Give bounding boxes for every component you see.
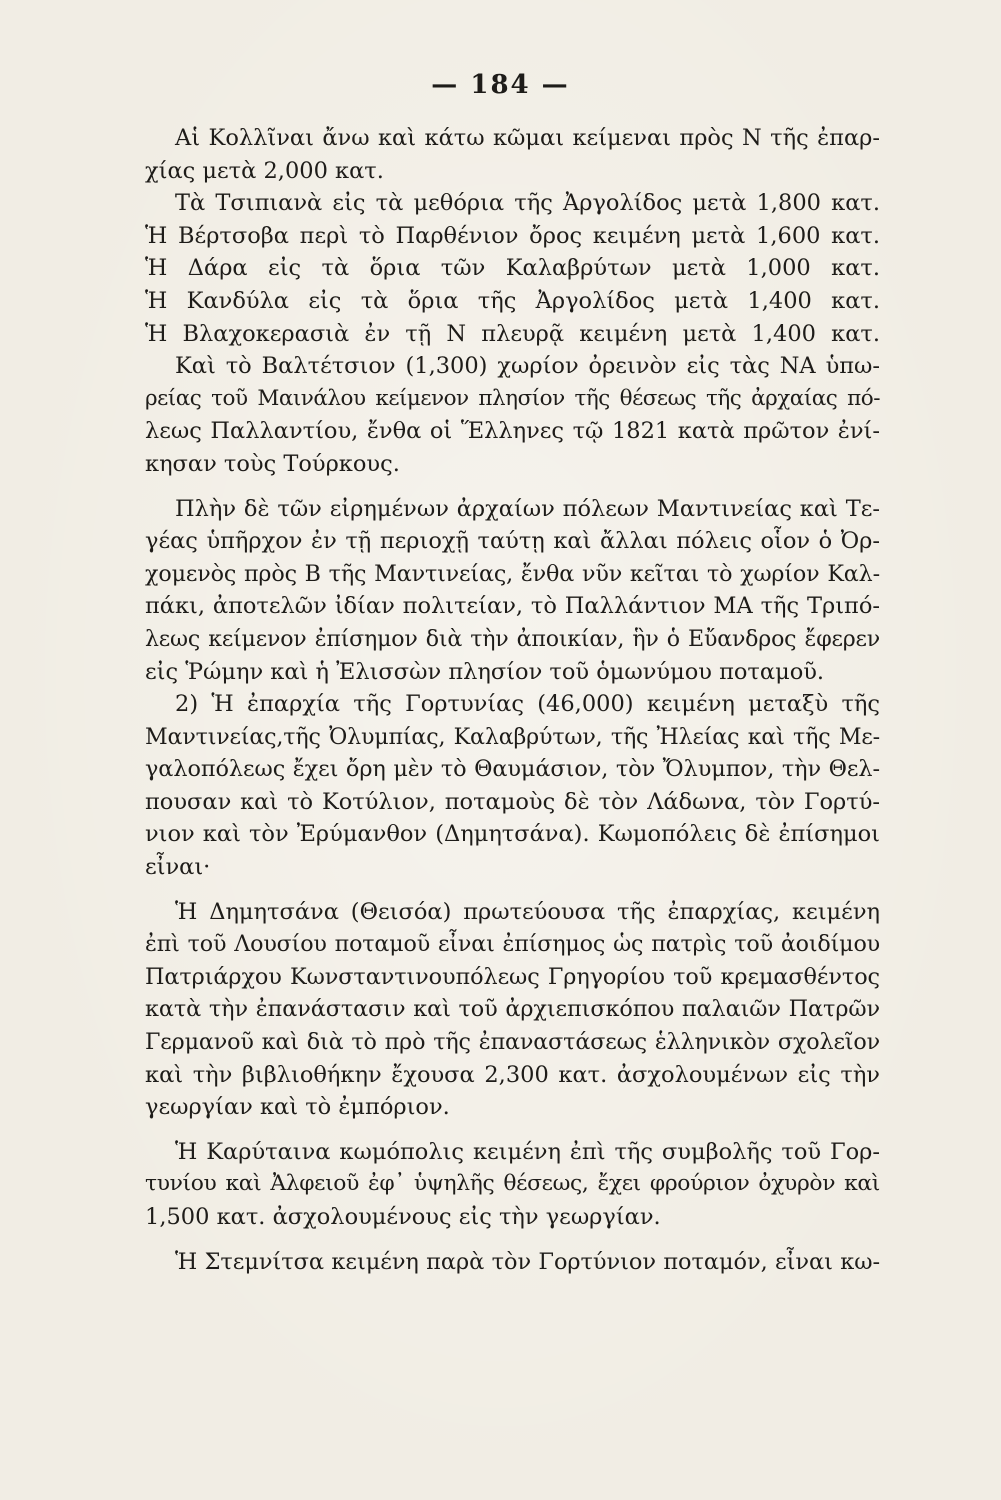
text-line: Πατριάρχου Κωνσταντινουπόλεως Γρηγορίου τοῦ κρεμασθέντος bbox=[145, 963, 880, 990]
text-line: Ἡ Δάρα εἰς τὰ ὅρια τῶν Καλαβρύτων μετὰ 1,000 κατ. bbox=[145, 255, 880, 282]
text-line: γαλοπόλεως ἔχει ὄρη μὲν τὸ Θαυμάσιον, τὸν Ὄλυμπον, τὴν Θελ- bbox=[145, 756, 880, 783]
text-line: ἐπὶ τοῦ Λουσίου ποταμοῦ εἶναι ἐπίσημος ὡς πατρὶς τοῦ ἀοιδίμου bbox=[145, 931, 880, 958]
text-line: χίας μετὰ 2,000 κατ. bbox=[145, 157, 384, 184]
text-line: χομενὸς πρὸς Β τῆς Μαντινείας, ἔνθα νῦν κεῖται τὸ χωρίον Καλ- bbox=[145, 560, 880, 587]
text-line: πάκι, ἀποτελῶν ἰδίαν πολιτείαν, τὸ Παλλάντιον ΜΑ τῆς Τριπό- bbox=[145, 593, 880, 620]
paragraph bbox=[145, 285, 880, 318]
paragraph bbox=[145, 220, 880, 253]
text-line: εἰς Ῥώμην καὶ ἡ Ἐλισσὼν πλησίον τοῦ ὁμωνύμου ποταμοῦ. bbox=[145, 658, 825, 685]
text-line: Καὶ τὸ Βαλτέτσιον (1,300) χωρίον ὀρεινὸν εἰς τὰς ΝΑ ὑπω- bbox=[175, 353, 880, 380]
body-text bbox=[145, 122, 880, 1278]
paragraph bbox=[145, 1136, 880, 1234]
paragraph bbox=[145, 187, 880, 220]
text-line: Ἡ Δημητσάνα (Θεισόα) πρωτεύουσα τῆς ἐπαρχίας, κειμένη bbox=[175, 898, 880, 925]
paragraph bbox=[145, 122, 880, 187]
text-line: λεως κείμενον ἐπίσημον διὰ τὴν ἀποικίαν, ἣν ὁ Εὔανδρος ἔφερεν bbox=[145, 625, 880, 652]
text-line: λεως Παλλαντίου, ἔνθα οἱ Ἕλληνες τῷ 1821 κατὰ πρῶτον ἐνί- bbox=[145, 418, 880, 445]
text-line: κατὰ τὴν ἐπανάστασιν καὶ τοῦ ἀρχιεπισκόπου παλαιῶν Πατρῶν bbox=[145, 996, 880, 1023]
text-line: Ἡ Βλαχοκερασιὰ ἐν τῇ Ν πλευρᾷ κειμένη μετὰ 1,400 κατ. bbox=[145, 320, 880, 347]
page-number: — 184 — bbox=[431, 70, 570, 100]
text-line: Ἡ Καρύταινα κωμόπολις κειμένη ἐπὶ τῆς συμβολῆς τοῦ Γορ- bbox=[175, 1138, 880, 1165]
text-line: 2) Ἡ ἐπαρχία τῆς Γορτυνίας (46,000) κειμένη μεταξὺ τῆς bbox=[175, 691, 880, 718]
text-line: γεωργίαν καὶ τὸ ἐμπόριον. bbox=[145, 1094, 450, 1121]
paragraph bbox=[145, 318, 880, 351]
paragraph bbox=[145, 493, 880, 689]
paragraph bbox=[145, 350, 880, 480]
paragraph bbox=[145, 252, 880, 285]
text-line: Γερμανοῦ καὶ διὰ τὸ πρὸ τῆς ἐπαναστάσεως ἑλληνικὸν σχολεῖον bbox=[145, 1029, 880, 1056]
text-line: νιον καὶ τὸν Ἐρύμανθον (Δημητσάνα). Κωμοπόλεις δὲ ἐπίσημοι bbox=[145, 821, 880, 848]
paragraph bbox=[145, 896, 880, 1124]
paragraph bbox=[145, 688, 880, 884]
text-line: 1,500 κατ. ἀσχολουμένους εἰς τὴν γεωργίαν. bbox=[145, 1204, 661, 1230]
text-line: καὶ τὴν βιβλιοθήκην ἔχουσα 2,300 κατ. ἀσχολουμένων εἰς τὴν bbox=[145, 1061, 880, 1088]
text-line: Ἡ Βέρτσοβα περὶ τὸ Παρθένιον ὄρος κειμένη μετὰ 1,600 κατ. bbox=[145, 222, 880, 249]
text-line: Μαντινείας,τῆς Ὀλυμπίας, Καλαβρύτων, τῆς Ἠλείας καὶ τῆς Με- bbox=[145, 723, 880, 750]
text-line: Τὰ Τσιπιανὰ εἰς τὰ μεθόρια τῆς Ἀργολίδος μετὰ 1,800 κατ. bbox=[175, 190, 880, 217]
text-line: εἶναι· bbox=[145, 854, 211, 881]
text-line: ρείας τοῦ Μαινάλου κείμενον πλησίον τῆς θέσεως τῆς ἀρχαίας πό- bbox=[145, 385, 880, 411]
paragraph bbox=[145, 1246, 880, 1279]
text-line: κησαν τοὺς Τούρκους. bbox=[145, 450, 400, 477]
text-line: Πλὴν δὲ τῶν εἰρημένων ἀρχαίων πόλεων Μαντινείας καὶ Τε- bbox=[175, 495, 880, 522]
text-line: Ἡ Στεμνίτσα κειμένη παρὰ τὸν Γορτύνιον ποταμόν, εἶναι κω- bbox=[175, 1248, 880, 1275]
text-line: τυνίου καὶ Ἀλφειοῦ ἐφ᾽ ὑψηλῆς θέσεως, ἔχει φρούριον ὀχυρὸν καὶ bbox=[145, 1171, 880, 1197]
text-line: Αἱ Κολλῖναι ἄνω καὶ κάτω κῶμαι κείμεναι πρὸς Ν τῆς ἐπαρ- bbox=[175, 125, 880, 151]
text-line: Ἡ Κανδύλα εἰς τὰ ὅρια τῆς Ἀργολίδος μετὰ 1,400 κατ. bbox=[145, 287, 880, 314]
text-line: πουσαν καὶ τὸ Κοτύλιον, ποταμοὺς δὲ τὸν Λάδωνα, τὸν Γορτύ- bbox=[145, 788, 880, 815]
text-line: γέας ὑπῆρχον ἐν τῇ περιοχῇ ταύτῃ καὶ ἄλλαι πόλεις οἷον ὁ Ὀρ- bbox=[145, 528, 880, 555]
